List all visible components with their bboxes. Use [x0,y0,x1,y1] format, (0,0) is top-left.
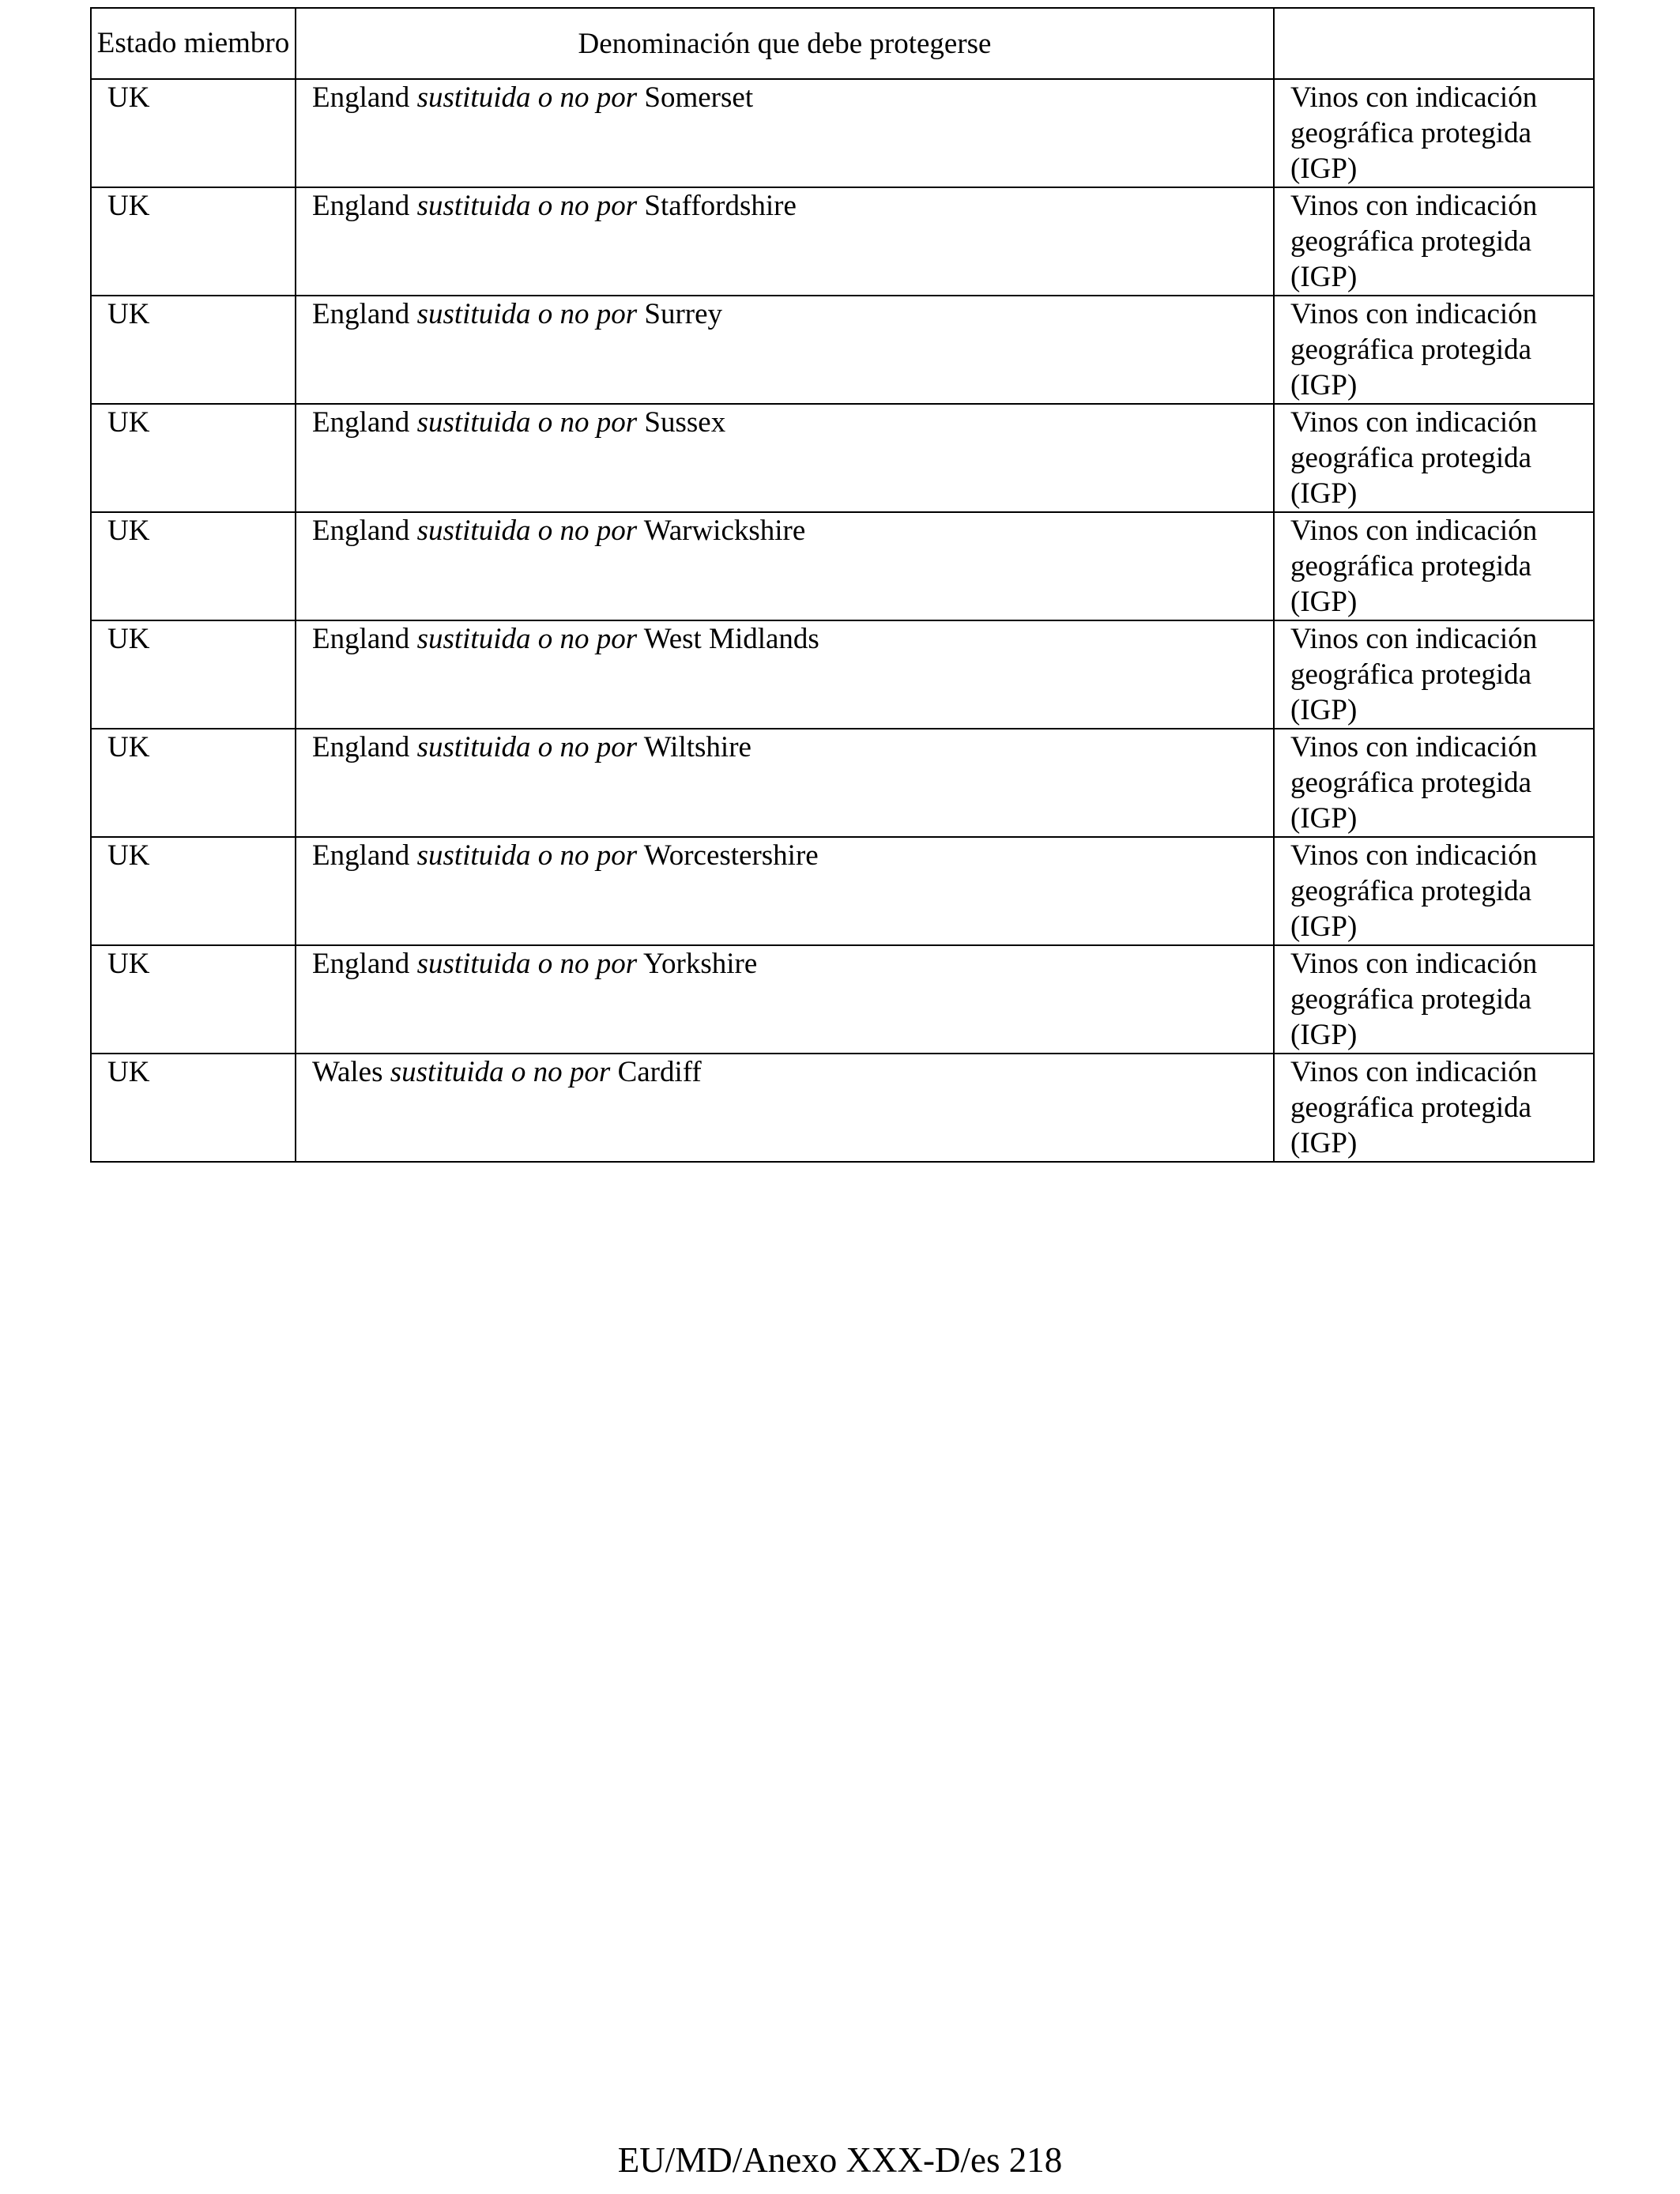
category-cell: Vinos con indicación geográfica protegida (IGP) [1274,620,1594,729]
name-base: England [312,623,410,655]
name-connector: sustituida o no por [416,406,638,439]
protected-name-cell [296,296,1274,404]
table-row [91,79,1594,187]
name-alternative: West Midlands [643,623,819,655]
name-connector: sustituida o no por [390,1056,611,1088]
name-alternative: Cardiff [617,1056,702,1088]
table-body [91,79,1594,1162]
member-state-cell: UK [91,620,296,729]
name-alternative: Surrey [644,298,723,330]
name-connector: sustituida o no por [416,298,638,330]
page-footer: EU/MD/Anexo XXX-D/es 218 [617,2140,1063,2180]
member-state-cell: UK [91,837,296,945]
member-state-cell: UK [91,729,296,837]
member-state-cell: UK [91,187,296,296]
protected-name-cell [296,729,1274,837]
category-cell: Vinos con indicación geográfica protegida (IGP) [1274,512,1594,620]
table-row [91,837,1594,945]
protected-name-cell [296,404,1274,512]
category-cell: Vinos con indicación geográfica protegida (IGP) [1274,837,1594,945]
table-row [91,296,1594,404]
table-row [91,1054,1594,1162]
name-alternative: Worcestershire [643,839,819,872]
category-cell: Vinos con indicación geográfica protegida (IGP) [1274,729,1594,837]
member-state-cell: UK [91,1054,296,1162]
name-base: England [312,515,410,547]
member-state-cell: UK [91,404,296,512]
name-connector: sustituida o no por [416,190,638,222]
table-row [91,404,1594,512]
category-cell: Vinos con indicación geográfica protegida (IGP) [1274,945,1594,1054]
protected-names-table [90,7,1595,1163]
protected-name-cell [296,1054,1274,1162]
table-row [91,187,1594,296]
table-row [91,512,1594,620]
member-state-cell: UK [91,79,296,187]
name-connector: sustituida o no por [416,515,638,547]
header-category [1274,8,1594,79]
table-row [91,945,1594,1054]
protected-name-cell [296,512,1274,620]
member-state-cell: UK [91,945,296,1054]
table-row [91,729,1594,837]
name-connector: sustituida o no por [416,731,638,763]
name-base: England [312,298,410,330]
member-state-cell: UK [91,512,296,620]
name-base: England [312,839,410,872]
name-alternative: Sussex [644,406,726,439]
name-alternative: Somerset [644,81,754,114]
category-cell: Vinos con indicación geográfica protegida (IGP) [1274,1054,1594,1162]
header-protected-name: Denominación que debe protegerse [296,8,1274,79]
name-base: England [312,190,410,222]
member-state-cell: UK [91,296,296,404]
name-connector: sustituida o no por [416,623,638,655]
protected-name-cell [296,187,1274,296]
name-connector: sustituida o no por [416,948,638,980]
name-base: England [312,948,410,980]
name-alternative: Staffordshire [644,190,797,222]
name-alternative: Warwickshire [643,515,806,547]
table-header-row [91,8,1594,79]
protected-name-cell [296,79,1274,187]
category-cell: Vinos con indicación geográfica protegida (IGP) [1274,79,1594,187]
name-alternative: Yorkshire [643,948,758,980]
name-base: Wales [312,1056,383,1088]
table-row [91,620,1594,729]
category-cell: Vinos con indicación geográfica protegida (IGP) [1274,296,1594,404]
name-connector: sustituida o no por [416,839,638,872]
category-cell: Vinos con indicación geográfica protegida (IGP) [1274,187,1594,296]
name-alternative: Wiltshire [643,731,751,763]
protected-name-cell [296,945,1274,1054]
name-connector: sustituida o no por [416,81,638,114]
protected-name-cell [296,837,1274,945]
protected-name-cell [296,620,1274,729]
name-base: England [312,731,410,763]
header-member-state: Estado miembro [91,8,296,79]
name-base: England [312,406,410,439]
name-base: England [312,81,410,114]
category-cell: Vinos con indicación geográfica protegida (IGP) [1274,404,1594,512]
